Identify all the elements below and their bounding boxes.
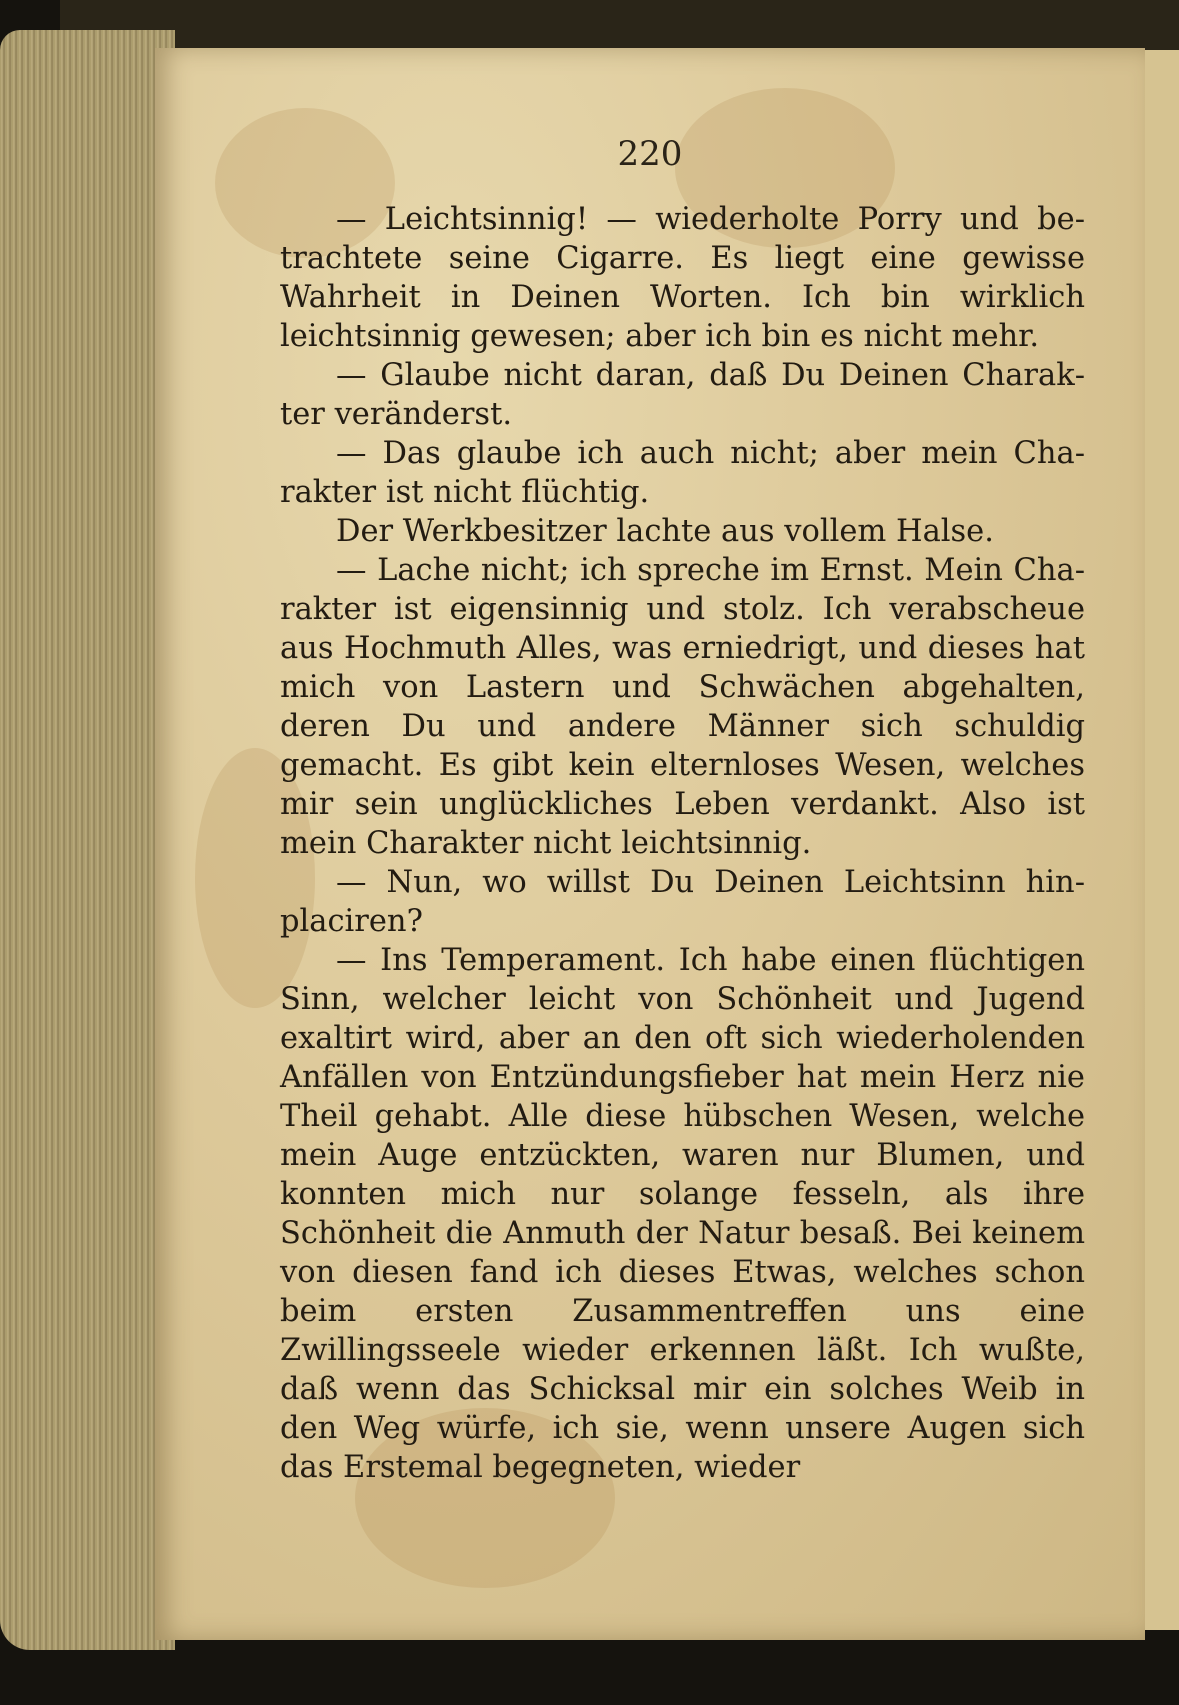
paragraph: — Ins Temperament. Ich habe einen flüchtigen Sinn, welcher leicht von Schönheit und Jugend exaltirt wird, aber an den oft sich wiederholenden Anfällen von Entzündungsfieber hat mein Herz nie Theil gehabt. Alle diese hübschen Wesen, welche mein Auge entzückten, waren nur Blumen, und konnten mich nur solange fesseln, als ihre Schönheit die Anmuth der Natur besaß. Bei keinem von diesen fand ich dieses Etwas, welches schon beim ersten Zusammentreffen uns eine Zwillingsseele wieder erkennen läßt. Ich wußte, daß wenn das Schicksal mir ein solches Weib in den Weg würfe, ich sie, wenn unsere Augen sich das Erstemal begegneten, wieder xyxy=(280,943,1085,1485)
paragraph: — Lache nicht; ich spreche im Ernst. Mein Charakter ist eigensinnig und stolz. Ich verabscheue aus Hochmuth Alles, was erniedrigt, und dieses hat mich von Lastern und Schwächen abgehalten, deren Du und andere Männer sich schuldig gemacht. Es gibt kein elternloses Wesen, welches mir sein unglückliches Leben verdankt. Also ist mein Charakter nicht leichtsinnig. xyxy=(280,553,1085,861)
paragraph: — Das glaube ich auch nicht; aber mein Charakter ist nicht flüchtig. xyxy=(280,436,1085,510)
paragraph: — Glaube nicht daran, daß Du Deinen Charakter veränderst. xyxy=(280,358,1085,432)
page-number: 220 xyxy=(617,134,683,174)
paragraph: — Leichtsinnig! — wiederholte Porry und betrachtete seine Cigarre. Es liegt eine gewisse Wahrheit in Deinen Worten. Ich bin wirklich leichtsinnig gewesen; aber ich bin es nicht mehr. xyxy=(280,202,1085,354)
book-cover-edge xyxy=(60,0,1179,50)
book-page xyxy=(155,48,1145,1640)
adjacent-page-edge xyxy=(1140,50,1179,1630)
body-text xyxy=(280,200,1085,1487)
paragraph: — Nun, wo willst Du Deinen Leichtsinn hinplaciren? xyxy=(280,865,1085,939)
page-stack-edge xyxy=(0,30,175,1650)
paragraph: Der Werkbesitzer lachte aus vollem Halse. xyxy=(336,514,994,549)
